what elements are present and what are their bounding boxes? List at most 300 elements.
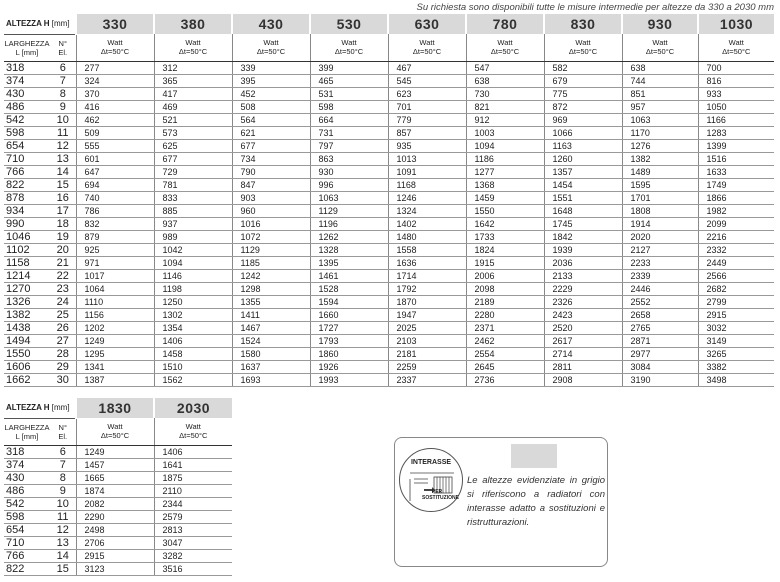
watt-cell: 465 xyxy=(310,74,388,87)
elements-cell: 12 xyxy=(50,139,76,152)
watt-cell: 1328 xyxy=(310,243,388,256)
elements-label xyxy=(50,418,76,445)
watt-cell: 509 xyxy=(76,126,154,139)
height-header-930: 930 xyxy=(622,14,698,34)
unit-header xyxy=(154,418,232,445)
per-sostituzione-label xyxy=(422,489,459,501)
watt-cell: 1017 xyxy=(76,269,154,282)
larghezza-label xyxy=(4,418,50,445)
height-header-430: 430 xyxy=(232,14,310,34)
table-row xyxy=(4,523,232,536)
watt-cell: 1387 xyxy=(76,373,154,386)
watt-cell: 1094 xyxy=(154,256,232,269)
elements-cell: 17 xyxy=(50,204,76,217)
watt-cell: 2765 xyxy=(622,321,698,334)
watt-cell: 1642 xyxy=(466,217,544,230)
per-line: PER xyxy=(431,489,443,495)
width-cell: 1382 xyxy=(4,308,50,321)
watt-cell: 677 xyxy=(154,152,232,165)
watt-cell: 2216 xyxy=(698,230,774,243)
width-cell: 374 xyxy=(4,458,50,471)
watt-cell: 731 xyxy=(310,126,388,139)
watt-cell: 2736 xyxy=(466,373,544,386)
watt-cell: 1185 xyxy=(232,256,310,269)
height-header-630: 630 xyxy=(388,14,466,34)
watt-cell: 1249 xyxy=(76,334,154,347)
watt-label: Watt xyxy=(185,422,201,432)
elements-cell: 6 xyxy=(50,61,76,74)
watt-cell: 1558 xyxy=(388,243,466,256)
watt-cell: 734 xyxy=(232,152,310,165)
delta-label: Δt=50°C xyxy=(256,47,286,57)
width-cell: 1550 xyxy=(4,347,50,360)
watt-cell: 2181 xyxy=(388,347,466,360)
table-row xyxy=(4,256,774,269)
watt-cell: 2099 xyxy=(698,217,774,230)
width-cell: 542 xyxy=(4,113,50,126)
watt-cell: 1129 xyxy=(232,243,310,256)
top-note: Su richiesta sono disponibili tutte le misure intermedie per altezze da 330 a 2030 mm xyxy=(416,2,774,13)
unit-header xyxy=(232,34,310,61)
width-cell: 598 xyxy=(4,510,50,523)
height-header-330: 330 xyxy=(76,14,154,34)
watt-cell: 1637 xyxy=(232,360,310,373)
delta-label: Δt=50°C xyxy=(722,47,751,57)
watt-cell: 863 xyxy=(310,152,388,165)
delta-label: Δt=50°C xyxy=(100,431,130,441)
watt-cell: 969 xyxy=(544,113,622,126)
elements-label xyxy=(50,34,76,61)
watt-label: Watt xyxy=(728,38,744,48)
watt-cell: 1146 xyxy=(154,269,232,282)
watt-cell: 365 xyxy=(154,74,232,87)
interasse-badge xyxy=(399,448,463,512)
watt-cell: 3516 xyxy=(154,562,232,575)
altezza-unit: [mm] xyxy=(51,19,70,29)
width-cell: 1494 xyxy=(4,334,50,347)
watt-cell: 989 xyxy=(154,230,232,243)
watt-cell: 1402 xyxy=(388,217,466,230)
watt-cell: 1242 xyxy=(232,269,310,282)
altezza-label xyxy=(4,14,76,34)
watt-cell: 2020 xyxy=(622,230,698,243)
elements-cell: 11 xyxy=(50,126,76,139)
watt-cell: 1467 xyxy=(232,321,310,334)
sub-header-row xyxy=(4,34,774,61)
delta-label: Δt=50°C xyxy=(412,47,442,57)
watt-cell: 930 xyxy=(310,165,388,178)
watt-cell: 1163 xyxy=(544,139,622,152)
larghezza-line2: L [mm] xyxy=(15,47,39,57)
watt-cell: 2332 xyxy=(698,243,774,256)
altezza-unit: [mm] xyxy=(51,403,70,413)
watt-cell: 2915 xyxy=(76,549,154,562)
watt-cell: 555 xyxy=(76,139,154,152)
watt-cell: 2098 xyxy=(466,282,544,295)
watt-cell: 2908 xyxy=(544,373,622,386)
elements-cell: 24 xyxy=(50,295,76,308)
watt-cell: 3265 xyxy=(698,347,774,360)
watt-cell: 857 xyxy=(388,126,466,139)
larghezza-line1: LARGHEZZA xyxy=(4,38,50,48)
watt-cell: 1298 xyxy=(232,282,310,295)
watt-cell: 1091 xyxy=(388,165,466,178)
watt-cell: 2259 xyxy=(388,360,466,373)
watt-cell: 2036 xyxy=(544,256,622,269)
elements-cell: 25 xyxy=(50,308,76,321)
watt-cell: 3498 xyxy=(698,373,774,386)
width-cell: 1214 xyxy=(4,269,50,282)
table-row xyxy=(4,165,774,178)
watt-label: Watt xyxy=(652,38,668,48)
watt-cell: 832 xyxy=(76,217,154,230)
width-cell: 1438 xyxy=(4,321,50,334)
el-line2: El. xyxy=(58,47,68,57)
watt-cell: 2127 xyxy=(622,243,698,256)
watt-cell: 885 xyxy=(154,204,232,217)
elements-cell: 15 xyxy=(50,562,76,575)
table-row xyxy=(4,458,232,471)
width-cell: 822 xyxy=(4,178,50,191)
elements-cell: 9 xyxy=(50,484,76,497)
watt-cell: 933 xyxy=(698,87,774,100)
watt-cell: 2189 xyxy=(466,295,544,308)
watt-cell: 1411 xyxy=(232,308,310,321)
watt-cell: 647 xyxy=(76,165,154,178)
watt-cell: 1324 xyxy=(388,204,466,217)
watt-cell: 1926 xyxy=(310,360,388,373)
watt-cell: 1714 xyxy=(388,269,466,282)
elements-cell: 26 xyxy=(50,321,76,334)
watt-cell: 1489 xyxy=(622,165,698,178)
height-header-1830: 1830 xyxy=(76,398,154,418)
watt-cell: 730 xyxy=(466,87,544,100)
watt-cell: 912 xyxy=(466,113,544,126)
watt-cell: 851 xyxy=(622,87,698,100)
table-row xyxy=(4,445,232,458)
width-cell: 766 xyxy=(4,165,50,178)
watt-cell: 2423 xyxy=(544,308,622,321)
watt-cell: 816 xyxy=(698,74,774,87)
watt-cell: 3282 xyxy=(154,549,232,562)
watt-cell: 1701 xyxy=(622,191,698,204)
unit-header xyxy=(622,34,698,61)
watt-cell: 3123 xyxy=(76,562,154,575)
watt-cell: 872 xyxy=(544,100,622,113)
radiator-icon xyxy=(400,449,464,513)
watt-cell: 416 xyxy=(76,100,154,113)
watt-cell: 1276 xyxy=(622,139,698,152)
unit-header xyxy=(310,34,388,61)
delta-label: Δt=50°C xyxy=(645,47,675,57)
watt-label: Watt xyxy=(107,38,123,48)
watt-cell: 971 xyxy=(76,256,154,269)
elements-cell: 30 xyxy=(50,373,76,386)
watt-cell: 312 xyxy=(154,61,232,74)
watt-label: Watt xyxy=(341,38,357,48)
watt-cell: 2554 xyxy=(466,347,544,360)
watt-cell: 1302 xyxy=(154,308,232,321)
elements-cell: 20 xyxy=(50,243,76,256)
watt-label: Watt xyxy=(107,422,123,432)
table-row xyxy=(4,243,774,256)
watt-cell: 3084 xyxy=(622,360,698,373)
watt-cell: 1982 xyxy=(698,204,774,217)
elements-cell: 10 xyxy=(50,113,76,126)
watt-cell: 3382 xyxy=(698,360,774,373)
table-row xyxy=(4,497,232,510)
elements-cell: 7 xyxy=(50,74,76,87)
watt-cell: 395 xyxy=(232,74,310,87)
watt-cell: 2915 xyxy=(698,308,774,321)
table-row xyxy=(4,230,774,243)
elements-cell: 19 xyxy=(50,230,76,243)
watt-cell: 1665 xyxy=(76,471,154,484)
watt-cell: 2337 xyxy=(388,373,466,386)
elements-cell: 10 xyxy=(50,497,76,510)
table-row xyxy=(4,217,774,230)
elements-cell: 11 xyxy=(50,510,76,523)
watt-cell: 462 xyxy=(76,113,154,126)
watt-cell: 1016 xyxy=(232,217,310,230)
watt-cell: 1510 xyxy=(154,360,232,373)
width-cell: 486 xyxy=(4,100,50,113)
watt-cell: 1003 xyxy=(466,126,544,139)
watt-cell: 2658 xyxy=(622,308,698,321)
delta-label: Δt=50°C xyxy=(179,431,208,441)
watt-cell: 1395 xyxy=(310,256,388,269)
table-row xyxy=(4,373,774,386)
watt-cell: 1283 xyxy=(698,126,774,139)
watt-cell: 598 xyxy=(310,100,388,113)
watt-cell: 664 xyxy=(310,113,388,126)
watt-cell: 1246 xyxy=(388,191,466,204)
width-cell: 1326 xyxy=(4,295,50,308)
table-row xyxy=(4,113,774,126)
watt-cell: 467 xyxy=(388,61,466,74)
watt-cell: 1874 xyxy=(76,484,154,497)
watt-cell: 324 xyxy=(76,74,154,87)
watt-cell: 621 xyxy=(232,126,310,139)
width-cell: 598 xyxy=(4,126,50,139)
watt-cell: 1110 xyxy=(76,295,154,308)
sostituzione-line: SOSTITUZIONE xyxy=(422,495,459,501)
watt-cell: 277 xyxy=(76,61,154,74)
width-cell: 1158 xyxy=(4,256,50,269)
watt-cell: 2579 xyxy=(154,510,232,523)
watt-cell: 2617 xyxy=(544,334,622,347)
watt-cell: 1745 xyxy=(544,217,622,230)
watt-cell: 1063 xyxy=(622,113,698,126)
watt-cell: 1277 xyxy=(466,165,544,178)
height-header-780: 780 xyxy=(466,14,544,34)
watt-cell: 833 xyxy=(154,191,232,204)
watt-cell: 786 xyxy=(76,204,154,217)
height-header-380: 380 xyxy=(154,14,232,34)
elements-cell: 27 xyxy=(50,334,76,347)
watt-cell: 1072 xyxy=(232,230,310,243)
width-cell: 486 xyxy=(4,484,50,497)
watt-cell: 1341 xyxy=(76,360,154,373)
width-cell: 1046 xyxy=(4,230,50,243)
table-row xyxy=(4,360,774,373)
unit-header xyxy=(544,34,622,61)
watt-cell: 1066 xyxy=(544,126,622,139)
width-cell: 318 xyxy=(4,61,50,74)
width-cell: 318 xyxy=(4,445,50,458)
watt-cell: 623 xyxy=(388,87,466,100)
watt-cell: 1733 xyxy=(466,230,544,243)
watt-cell: 370 xyxy=(76,87,154,100)
table-row xyxy=(4,269,774,282)
note-box xyxy=(394,437,608,567)
watt-cell: 638 xyxy=(466,74,544,87)
watt-cell: 1550 xyxy=(466,204,544,217)
elements-cell: 15 xyxy=(50,178,76,191)
watt-cell: 1947 xyxy=(388,308,466,321)
watt-cell: 573 xyxy=(154,126,232,139)
height-header-row xyxy=(4,14,774,34)
watt-cell: 701 xyxy=(388,100,466,113)
watt-cell: 1792 xyxy=(388,282,466,295)
table-row xyxy=(4,347,774,360)
watt-label: Watt xyxy=(263,38,279,48)
width-cell: 1606 xyxy=(4,360,50,373)
watt-cell: 1406 xyxy=(154,445,232,458)
table-row xyxy=(4,191,774,204)
el-line1: N° xyxy=(58,422,67,432)
watt-cell: 1354 xyxy=(154,321,232,334)
watt-cell: 452 xyxy=(232,87,310,100)
watt-label: Watt xyxy=(185,38,201,48)
height-header-2030: 2030 xyxy=(154,398,232,418)
watt-cell: 2682 xyxy=(698,282,774,295)
width-cell: 430 xyxy=(4,87,50,100)
width-cell: 878 xyxy=(4,191,50,204)
watt-cell: 2498 xyxy=(76,523,154,536)
watt-cell: 1866 xyxy=(698,191,774,204)
watt-cell: 2229 xyxy=(544,282,622,295)
watt-cell: 1860 xyxy=(310,347,388,360)
watt-cell: 2006 xyxy=(466,269,544,282)
elements-cell: 14 xyxy=(50,165,76,178)
watt-cell: 1914 xyxy=(622,217,698,230)
watt-cell: 1250 xyxy=(154,295,232,308)
watt-cell: 1727 xyxy=(310,321,388,334)
watt-cell: 879 xyxy=(76,230,154,243)
table-row xyxy=(4,87,774,100)
watt-cell: 821 xyxy=(466,100,544,113)
elements-cell: 21 xyxy=(50,256,76,269)
table-row xyxy=(4,295,774,308)
width-cell: 654 xyxy=(4,139,50,152)
watt-cell: 1633 xyxy=(698,165,774,178)
watt-cell: 582 xyxy=(544,61,622,74)
el-line2: El. xyxy=(58,431,68,441)
watt-cell: 1824 xyxy=(466,243,544,256)
width-cell: 934 xyxy=(4,204,50,217)
larghezza-line2: L [mm] xyxy=(15,431,39,441)
table-row xyxy=(4,484,232,497)
watt-cell: 1648 xyxy=(544,204,622,217)
unit-header xyxy=(76,418,154,445)
watt-cell: 2103 xyxy=(388,334,466,347)
unit-header xyxy=(698,34,774,61)
larghezza-line1: LARGHEZZA xyxy=(4,422,50,432)
watt-cell: 937 xyxy=(154,217,232,230)
radiator-table-tall xyxy=(4,398,232,576)
watt-cell: 996 xyxy=(310,178,388,191)
watt-cell: 2446 xyxy=(622,282,698,295)
watt-cell: 775 xyxy=(544,87,622,100)
watt-cell: 531 xyxy=(310,87,388,100)
watt-cell: 1042 xyxy=(154,243,232,256)
watt-cell: 1249 xyxy=(76,445,154,458)
interasse-label: INTERASSE xyxy=(410,459,452,466)
elements-cell: 8 xyxy=(50,87,76,100)
height-header-row xyxy=(4,398,232,418)
width-cell: 1270 xyxy=(4,282,50,295)
watt-cell: 564 xyxy=(232,113,310,126)
watt-cell: 1186 xyxy=(466,152,544,165)
larghezza-label xyxy=(4,34,50,61)
elements-cell: 18 xyxy=(50,217,76,230)
width-cell: 654 xyxy=(4,523,50,536)
watt-cell: 1808 xyxy=(622,204,698,217)
watt-cell: 1516 xyxy=(698,152,774,165)
watt-cell: 1166 xyxy=(698,113,774,126)
watt-cell: 3032 xyxy=(698,321,774,334)
watt-cell: 1459 xyxy=(466,191,544,204)
altezza-text: ALTEZZA H xyxy=(6,19,50,29)
width-cell: 1662 xyxy=(4,373,50,386)
watt-cell: 1170 xyxy=(622,126,698,139)
unit-header xyxy=(388,34,466,61)
watt-cell: 2371 xyxy=(466,321,544,334)
watt-cell: 1480 xyxy=(388,230,466,243)
elements-cell: 9 xyxy=(50,100,76,113)
watt-cell: 1156 xyxy=(76,308,154,321)
watt-cell: 1870 xyxy=(388,295,466,308)
watt-cell: 638 xyxy=(622,61,698,74)
watt-cell: 694 xyxy=(76,178,154,191)
watt-cell: 903 xyxy=(232,191,310,204)
watt-cell: 1641 xyxy=(154,458,232,471)
watt-cell: 2645 xyxy=(466,360,544,373)
watt-cell: 2082 xyxy=(76,497,154,510)
watt-cell: 2977 xyxy=(622,347,698,360)
watt-cell: 547 xyxy=(466,61,544,74)
width-cell: 1102 xyxy=(4,243,50,256)
watt-cell: 2280 xyxy=(466,308,544,321)
table-row xyxy=(4,204,774,217)
unit-header xyxy=(76,34,154,61)
watt-cell: 1693 xyxy=(232,373,310,386)
table-row xyxy=(4,74,774,87)
watt-cell: 935 xyxy=(388,139,466,152)
delta-label: Δt=50°C xyxy=(568,47,598,57)
elements-cell: 13 xyxy=(50,536,76,549)
watt-cell: 1262 xyxy=(310,230,388,243)
table-row xyxy=(4,61,774,74)
watt-cell: 1260 xyxy=(544,152,622,165)
table-row xyxy=(4,282,774,295)
altezza-label xyxy=(4,398,76,418)
watt-cell: 1063 xyxy=(310,191,388,204)
watt-cell: 1198 xyxy=(154,282,232,295)
watt-cell: 2025 xyxy=(388,321,466,334)
table-row xyxy=(4,562,232,575)
